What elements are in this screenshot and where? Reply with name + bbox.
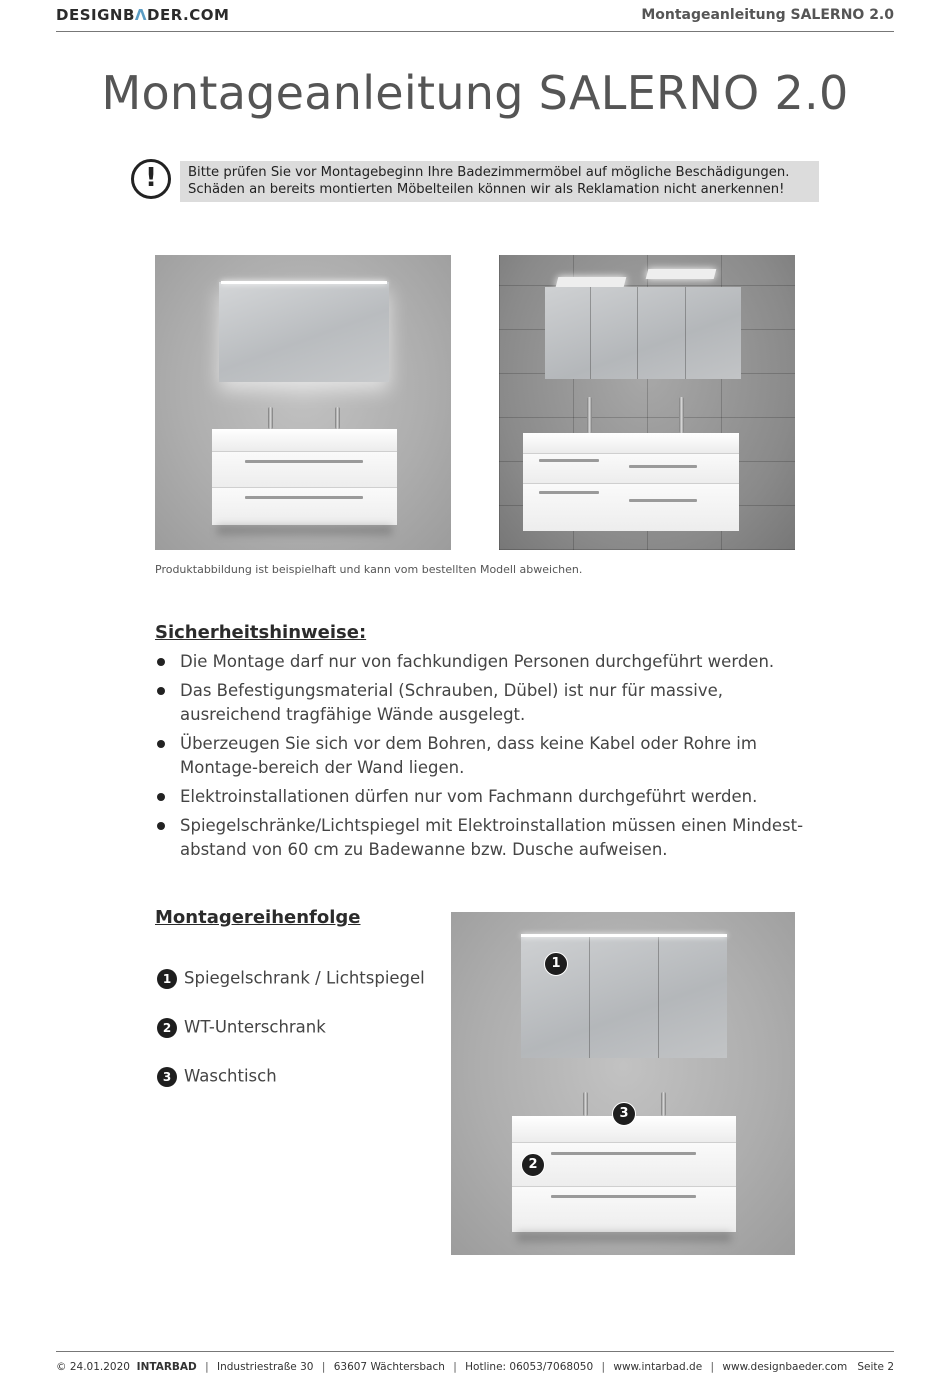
step-marker-1: 1 <box>544 952 568 976</box>
led-strip <box>221 281 387 284</box>
footer-contact <box>56 1361 847 1373</box>
lamp-image <box>646 269 717 279</box>
led-strip <box>521 934 727 937</box>
drawer-handle <box>629 499 697 502</box>
footer-separator: | <box>321 1361 326 1373</box>
list-item: Überzeugen Sie sich vor dem Bohren, dass keine Kabel oder Rohre im Montage-bereich der Wand liegen. <box>155 732 805 780</box>
drawer-image <box>512 1142 736 1186</box>
footer-company: INTARBAD <box>136 1361 197 1373</box>
step-label: WT-Unterschrank <box>184 1017 326 1037</box>
step-marker-3: 3 <box>612 1102 636 1126</box>
step-number-badge: 2 <box>157 1018 177 1038</box>
product-photo-light-mirror <box>155 255 451 550</box>
drawer-image <box>212 451 397 487</box>
warning-notice <box>180 161 819 202</box>
logo-text-part1: DESIGNB <box>56 6 135 24</box>
mirror-cabinet-image <box>545 287 741 379</box>
step-marker-2: 2 <box>521 1153 545 1177</box>
shadow <box>217 525 392 535</box>
drawer-handle <box>551 1195 696 1198</box>
footer-link-intarbad[interactable]: www.intarbad.de <box>613 1361 703 1373</box>
basin-image <box>212 429 397 451</box>
drawer-image <box>512 1186 736 1232</box>
drawer-handle <box>629 465 697 468</box>
list-item: Das Befestigungsmaterial (Schrauben, Dübel) ist nur für massive, ausreichend tragfähige Wände ausgelegt. <box>155 679 805 727</box>
faucet-image <box>335 407 340 429</box>
faucet-image <box>661 1092 666 1116</box>
safety-list <box>155 650 805 867</box>
footer-date: © 24.01.2020 <box>56 1361 130 1373</box>
sequence-step-2 <box>157 1016 326 1038</box>
light-mirror-image <box>219 282 389 382</box>
footer-separator: | <box>710 1361 715 1373</box>
drawer-handle <box>551 1152 696 1155</box>
photo-caption: Produktabbildung ist beispielhaft und kann vom bestellten Modell abweichen. <box>155 563 583 576</box>
footer-hotline: Hotline: 06053/7068050 <box>465 1361 594 1373</box>
list-item: Die Montage darf nur von fachkundigen Personen durchgeführt werden. <box>155 650 805 674</box>
sequence-step-3 <box>157 1065 277 1087</box>
sequence-step-1 <box>157 967 425 989</box>
page-number: Seite 2 <box>857 1361 894 1373</box>
assembly-sequence-photo <box>451 912 795 1255</box>
drawer-handle <box>539 491 599 494</box>
drawer-handle <box>245 460 363 463</box>
drawer-image <box>523 453 739 483</box>
safety-section-title: Sicherheitshinweise: <box>155 622 367 643</box>
lamp-image <box>556 277 627 287</box>
logo-text-accent: Λ <box>134 6 147 24</box>
faucet-image <box>268 407 273 429</box>
header-divider <box>56 31 894 32</box>
step-number-badge: 3 <box>157 1067 177 1087</box>
list-item: Elektroinstallationen dürfen nur vom Fachmann durchgeführt werden. <box>155 785 805 809</box>
footer-city: 63607 Wächtersbach <box>333 1361 445 1373</box>
faucet-image <box>679 397 684 433</box>
sequence-section-title: Montagereihenfolge <box>155 907 361 928</box>
step-label: Spiegelschrank / Lichtspiegel <box>184 968 425 988</box>
drawer-handle <box>539 459 599 462</box>
step-label: Waschtisch <box>184 1066 277 1086</box>
footer-divider <box>56 1351 894 1352</box>
drawer-image <box>212 487 397 525</box>
brand-logo <box>56 6 229 24</box>
warning-line-2: Schäden an bereits montierten Möbelteilen können wir als Reklamation nicht anerkennen! <box>188 182 785 197</box>
shadow <box>517 1232 731 1242</box>
basin-image <box>523 433 739 453</box>
product-photo-mirror-cabinet <box>499 255 795 550</box>
footer-separator: | <box>205 1361 209 1373</box>
page-title: Montageanleitung SALERNO 2.0 <box>101 66 849 120</box>
warning-line-1: Bitte prüfen Sie vor Montagebeginn Ihre Badezimmermöbel auf mögliche Beschädigungen. <box>188 165 790 180</box>
list-item: Spiegelschränke/Lichtspiegel mit Elektroinstallation müssen einen Mindest-abstand von 60 cm zu Badewanne bzw. Dusche aufweisen. <box>155 814 805 862</box>
step-number-badge: 1 <box>157 969 177 989</box>
faucet-image <box>587 397 592 433</box>
logo-text-part2: DER.COM <box>147 6 230 24</box>
header-title: Montageanleitung SALERNO 2.0 <box>641 7 894 23</box>
footer-separator: | <box>453 1361 457 1373</box>
exclamation-icon: ! <box>131 159 171 199</box>
footer-street: Industriestraße 30 <box>217 1361 314 1373</box>
footer-link-designbaeder[interactable]: www.designbaeder.com <box>722 1361 848 1373</box>
faucet-image <box>583 1092 588 1116</box>
drawer-handle <box>245 496 363 499</box>
footer-separator: | <box>601 1361 606 1373</box>
